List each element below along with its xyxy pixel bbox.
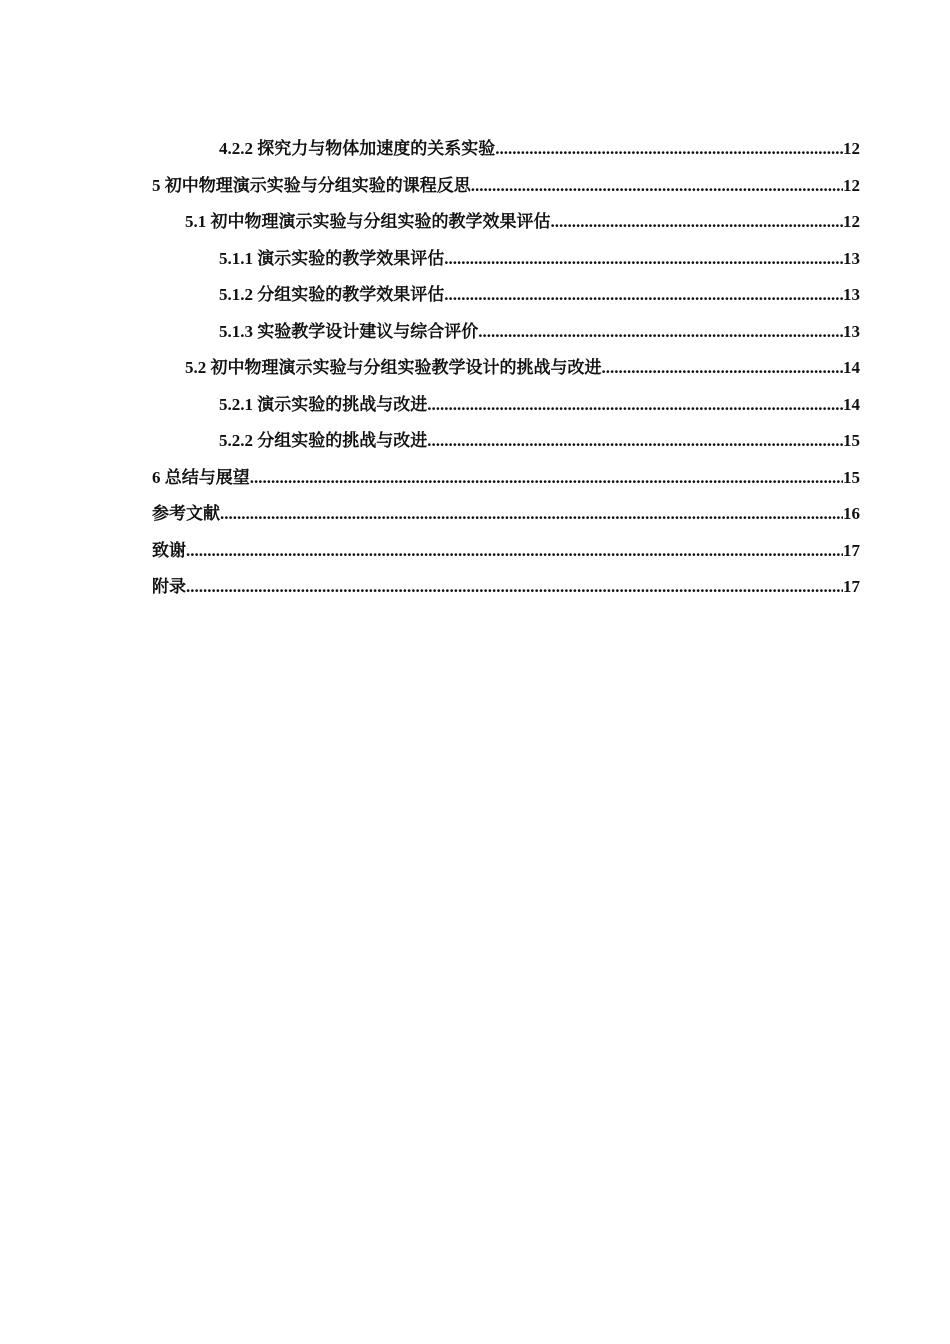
toc-dot-leader [602,350,844,387]
toc-entry[interactable] [152,131,860,168]
toc-entry-title: 5.2.1 演示实验的挑战与改进 [219,394,428,414]
toc-entry-page: 13 [843,248,860,268]
toc-entry-page: 17 [843,577,860,596]
toc-entry[interactable] [152,423,860,460]
toc-entry-page: 14 [843,394,860,414]
toc-entry-title: 5.1.2 分组实验的教学效果评估 [219,285,445,304]
toc-entry-title: 5.1.3 实验教学设计建议与综合评价 [219,321,479,341]
table-of-contents [152,131,860,606]
toc-dot-leader [427,423,843,460]
toc-entry-page: 12 [843,139,860,158]
toc-entry[interactable] [152,277,860,314]
toc-entry[interactable] [152,314,860,351]
toc-dot-leader [250,460,843,497]
toc-entry-title: 致谢 [152,540,186,560]
toc-dot-leader [444,241,843,278]
toc-entry-title: 5.2 初中物理演示实验与分组实验教学设计的挑战与改进 [185,358,602,377]
toc-dot-leader [444,277,843,314]
toc-entry[interactable] [152,350,860,387]
toc-dot-leader [186,533,843,570]
toc-entry-page: 12 [843,175,860,195]
toc-dot-leader [427,387,843,424]
toc-entry-page: 14 [843,358,860,377]
toc-entry-page: 12 [843,212,860,231]
toc-entry[interactable] [152,241,860,278]
toc-entry-page: 15 [843,431,860,450]
toc-entry[interactable] [152,168,860,205]
toc-entry[interactable] [152,569,860,606]
toc-entry-title: 参考文献 [152,504,220,523]
toc-entry[interactable] [152,387,860,424]
toc-entry-page: 15 [843,467,860,487]
toc-entry[interactable] [152,204,860,241]
toc-entry-title: 6 总结与展望 [152,467,250,487]
toc-entry-title: 附录 [152,577,186,596]
toc-entry-page: 13 [843,321,860,341]
toc-entry-title: 4.2.2 探究力与物体加速度的关系实验 [219,139,496,158]
toc-entry-title: 5 初中物理演示实验与分组实验的课程反思 [152,175,471,195]
toc-entry[interactable] [152,533,860,570]
toc-dot-leader [478,314,843,351]
toc-dot-leader [186,569,843,606]
toc-entry-page: 17 [843,540,860,560]
toc-entry[interactable] [152,496,860,533]
toc-dot-leader [220,496,843,533]
toc-entry-page: 13 [843,285,860,304]
toc-entry-title: 5.2.2 分组实验的挑战与改进 [219,431,428,450]
toc-entry-title: 5.1 初中物理演示实验与分组实验的教学效果评估 [185,212,551,231]
toc-dot-leader [495,131,843,168]
toc-dot-leader [471,168,843,205]
toc-dot-leader [551,204,844,241]
toc-entry[interactable] [152,460,860,497]
toc-entry-title: 5.1.1 演示实验的教学效果评估 [219,248,445,268]
toc-entry-page: 16 [843,504,860,523]
